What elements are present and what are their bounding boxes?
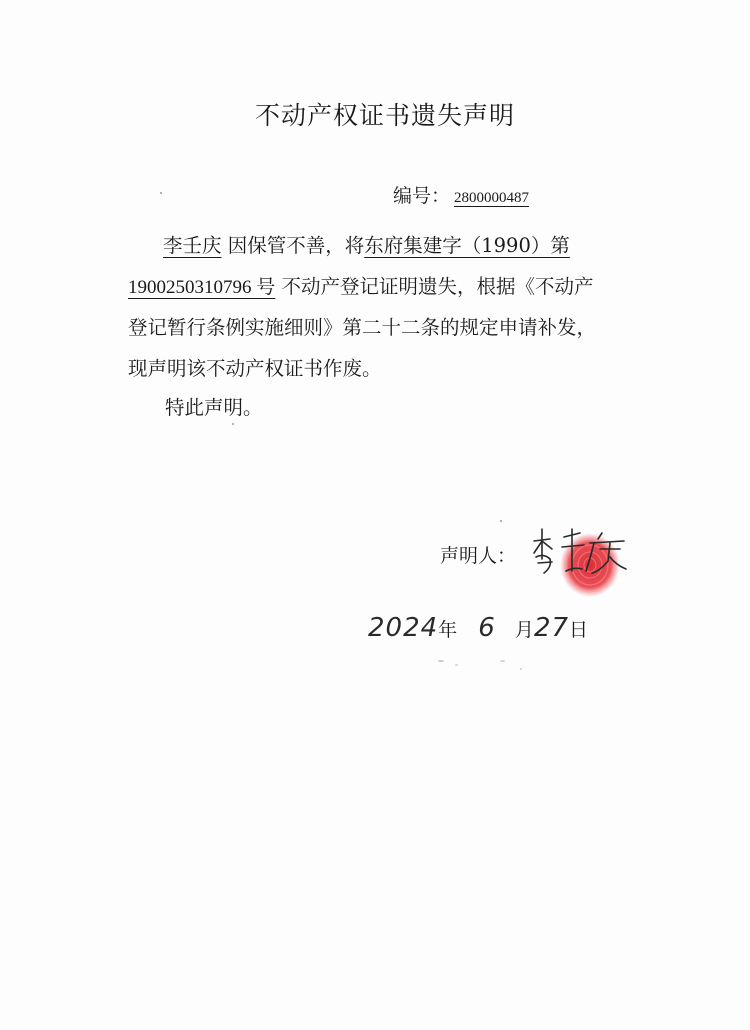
document-title: 不动产权证书遗失声明 bbox=[254, 101, 515, 130]
paragraph-line-2 bbox=[128, 266, 668, 308]
certificate-prefix: 东府集建字（1990）第 bbox=[364, 234, 570, 257]
paragraph-line-4: 现声明该不动产权证书作废。 bbox=[128, 357, 382, 380]
scan-speck bbox=[232, 423, 234, 425]
scan-speck bbox=[500, 660, 505, 662]
declarant-label: 声明人： bbox=[440, 545, 517, 567]
date-month-unit: 月 bbox=[514, 619, 534, 641]
handwritten-signature bbox=[528, 515, 648, 605]
serial-label: 编号： bbox=[393, 185, 451, 207]
signature-date bbox=[368, 613, 628, 653]
serial-number-line bbox=[393, 181, 549, 208]
serial-number: 2800000487 bbox=[454, 190, 530, 206]
scan-speck bbox=[160, 192, 162, 194]
scan-speck bbox=[455, 664, 458, 666]
certificate-number: 1900250310796 号 bbox=[128, 277, 276, 298]
body-text-1: 因保管不善，将 bbox=[221, 234, 365, 257]
date-month: 6 bbox=[478, 613, 496, 643]
paragraph-line-1 bbox=[163, 225, 703, 266]
declarant-name: 李壬庆 bbox=[163, 234, 222, 257]
date-year: 2024 bbox=[368, 613, 439, 643]
signature-area bbox=[528, 515, 648, 605]
date-year-unit: 年 bbox=[438, 619, 458, 641]
paragraph-line-3: 登记暂行条例实施细则》第二十二条的规定申请补发， bbox=[128, 316, 597, 339]
date-day-unit: 日 bbox=[569, 619, 589, 641]
date-day: 27 bbox=[533, 613, 570, 643]
body-text-2: 不动产登记证明遗失，根据《不动产 bbox=[275, 275, 594, 298]
closing-line: 特此声明。 bbox=[165, 396, 263, 419]
scan-speck bbox=[438, 660, 444, 662]
scan-speck bbox=[500, 520, 502, 522]
scan-speck bbox=[520, 668, 522, 670]
